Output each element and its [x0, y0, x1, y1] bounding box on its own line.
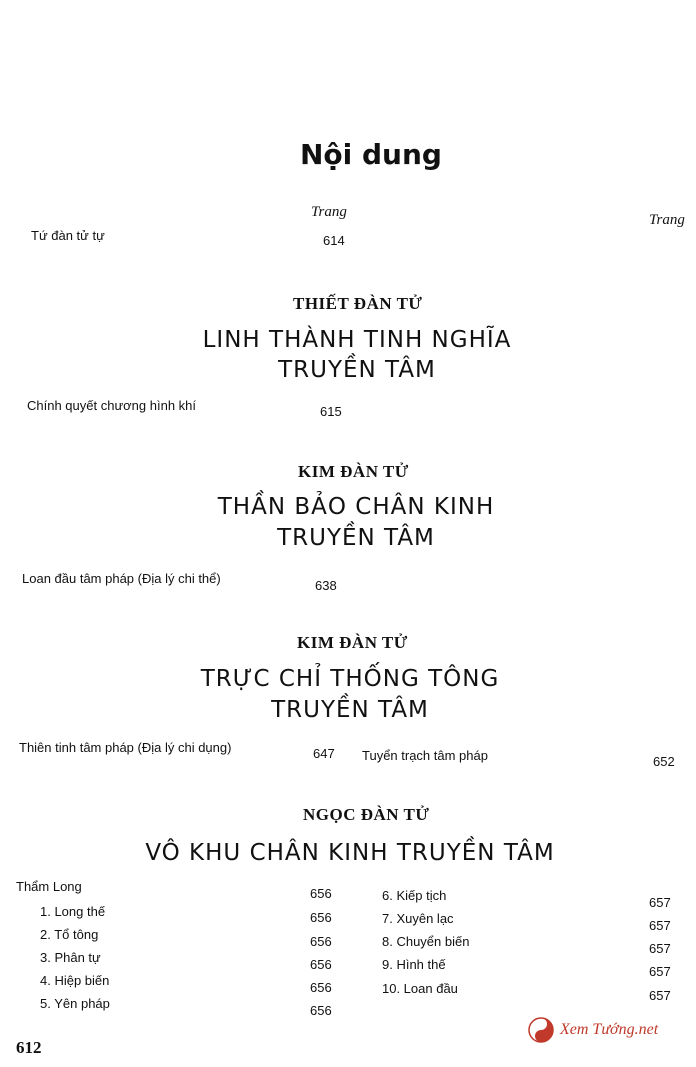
section-title-2-line-2: TRUYỀN TÂM [277, 525, 435, 551]
list-item-label: 7. Xuyên lạc [382, 911, 454, 926]
list-item-page: 657 [649, 941, 671, 956]
toc-entry-label: Chính quyết chương hình khí [27, 398, 196, 413]
section-title-1-line-1: LINH THÀNH TINH NGHĨA [202, 327, 512, 353]
section-title-2-line-1: THẦN BẢO CHÂN KINH [217, 494, 495, 520]
list-item-page: 656 [310, 980, 332, 995]
list-item-page: 657 [649, 918, 671, 933]
toc-entry-label: Loan đầu tâm pháp (Địa lý chi thể) [22, 571, 221, 586]
toc-entry-label: Thiên tinh tâm pháp (Địa lý chi dụng) [19, 740, 232, 755]
toc-entry-label: Tuyển trạch tâm pháp [362, 748, 488, 763]
list-item-page: 656 [310, 1003, 332, 1018]
section-title-1-line-2: TRUYỀN TÂM [278, 357, 436, 383]
list-item-page: 656 [310, 957, 332, 972]
section-header-4: NGỌC ĐÀN TỬ [303, 805, 430, 824]
list-item-label: 10. Loan đầu [382, 981, 458, 996]
toc-entry-page: 615 [320, 404, 342, 419]
page-number: 612 [16, 1038, 42, 1057]
list-item-page: 657 [649, 964, 671, 979]
list-item-label: 3. Phân tự [40, 950, 101, 965]
list-item-label: 5. Yên pháp [40, 996, 110, 1011]
section-header-3: KIM ĐÀN TỬ [297, 633, 408, 652]
list-item-page: 657 [649, 895, 671, 910]
group-page: 656 [310, 886, 332, 901]
group-label: Thẩm Long [16, 879, 82, 894]
section-header-2: KIM ĐÀN TỬ [298, 462, 409, 481]
list-item-page: 656 [310, 910, 332, 925]
yin-yang-icon [528, 1017, 554, 1043]
preface-page: 614 [323, 233, 345, 248]
toc-entry-page: 647 [313, 746, 335, 761]
trang-label-right: Trang [649, 212, 685, 228]
list-item-page: 656 [310, 934, 332, 949]
list-item-label: 2. Tổ tông [40, 927, 99, 942]
section-header-1: THIẾT ĐÀN TỬ [293, 294, 423, 313]
section-title-3-line-2: TRUYỀN TÂM [271, 697, 429, 723]
list-item-label: 1. Long thế [40, 904, 106, 919]
list-item-page: 657 [649, 988, 671, 1003]
page-title: Nội dung [300, 138, 442, 171]
trang-label-left: Trang [311, 204, 347, 220]
watermark [528, 1014, 688, 1048]
watermark-text: Xem Tướng.net [560, 1021, 659, 1038]
list-item-label: 9. Hình thế [382, 957, 446, 972]
list-item-label: 8. Chuyển biến [382, 934, 470, 949]
list-item-label: 4. Hiệp biến [40, 973, 110, 988]
toc-entry-page: 652 [653, 754, 675, 769]
preface-label: Tứ đàn tử tự [31, 228, 105, 243]
section-title-4: VÔ KHU CHÂN KINH TRUYỀN TÂM [145, 840, 555, 866]
section-title-3-line-1: TRỰC CHỈ THỐNG TÔNG [200, 666, 500, 692]
toc-entry-page: 638 [315, 578, 337, 593]
list-item-label: 6. Kiếp tịch [382, 888, 447, 903]
